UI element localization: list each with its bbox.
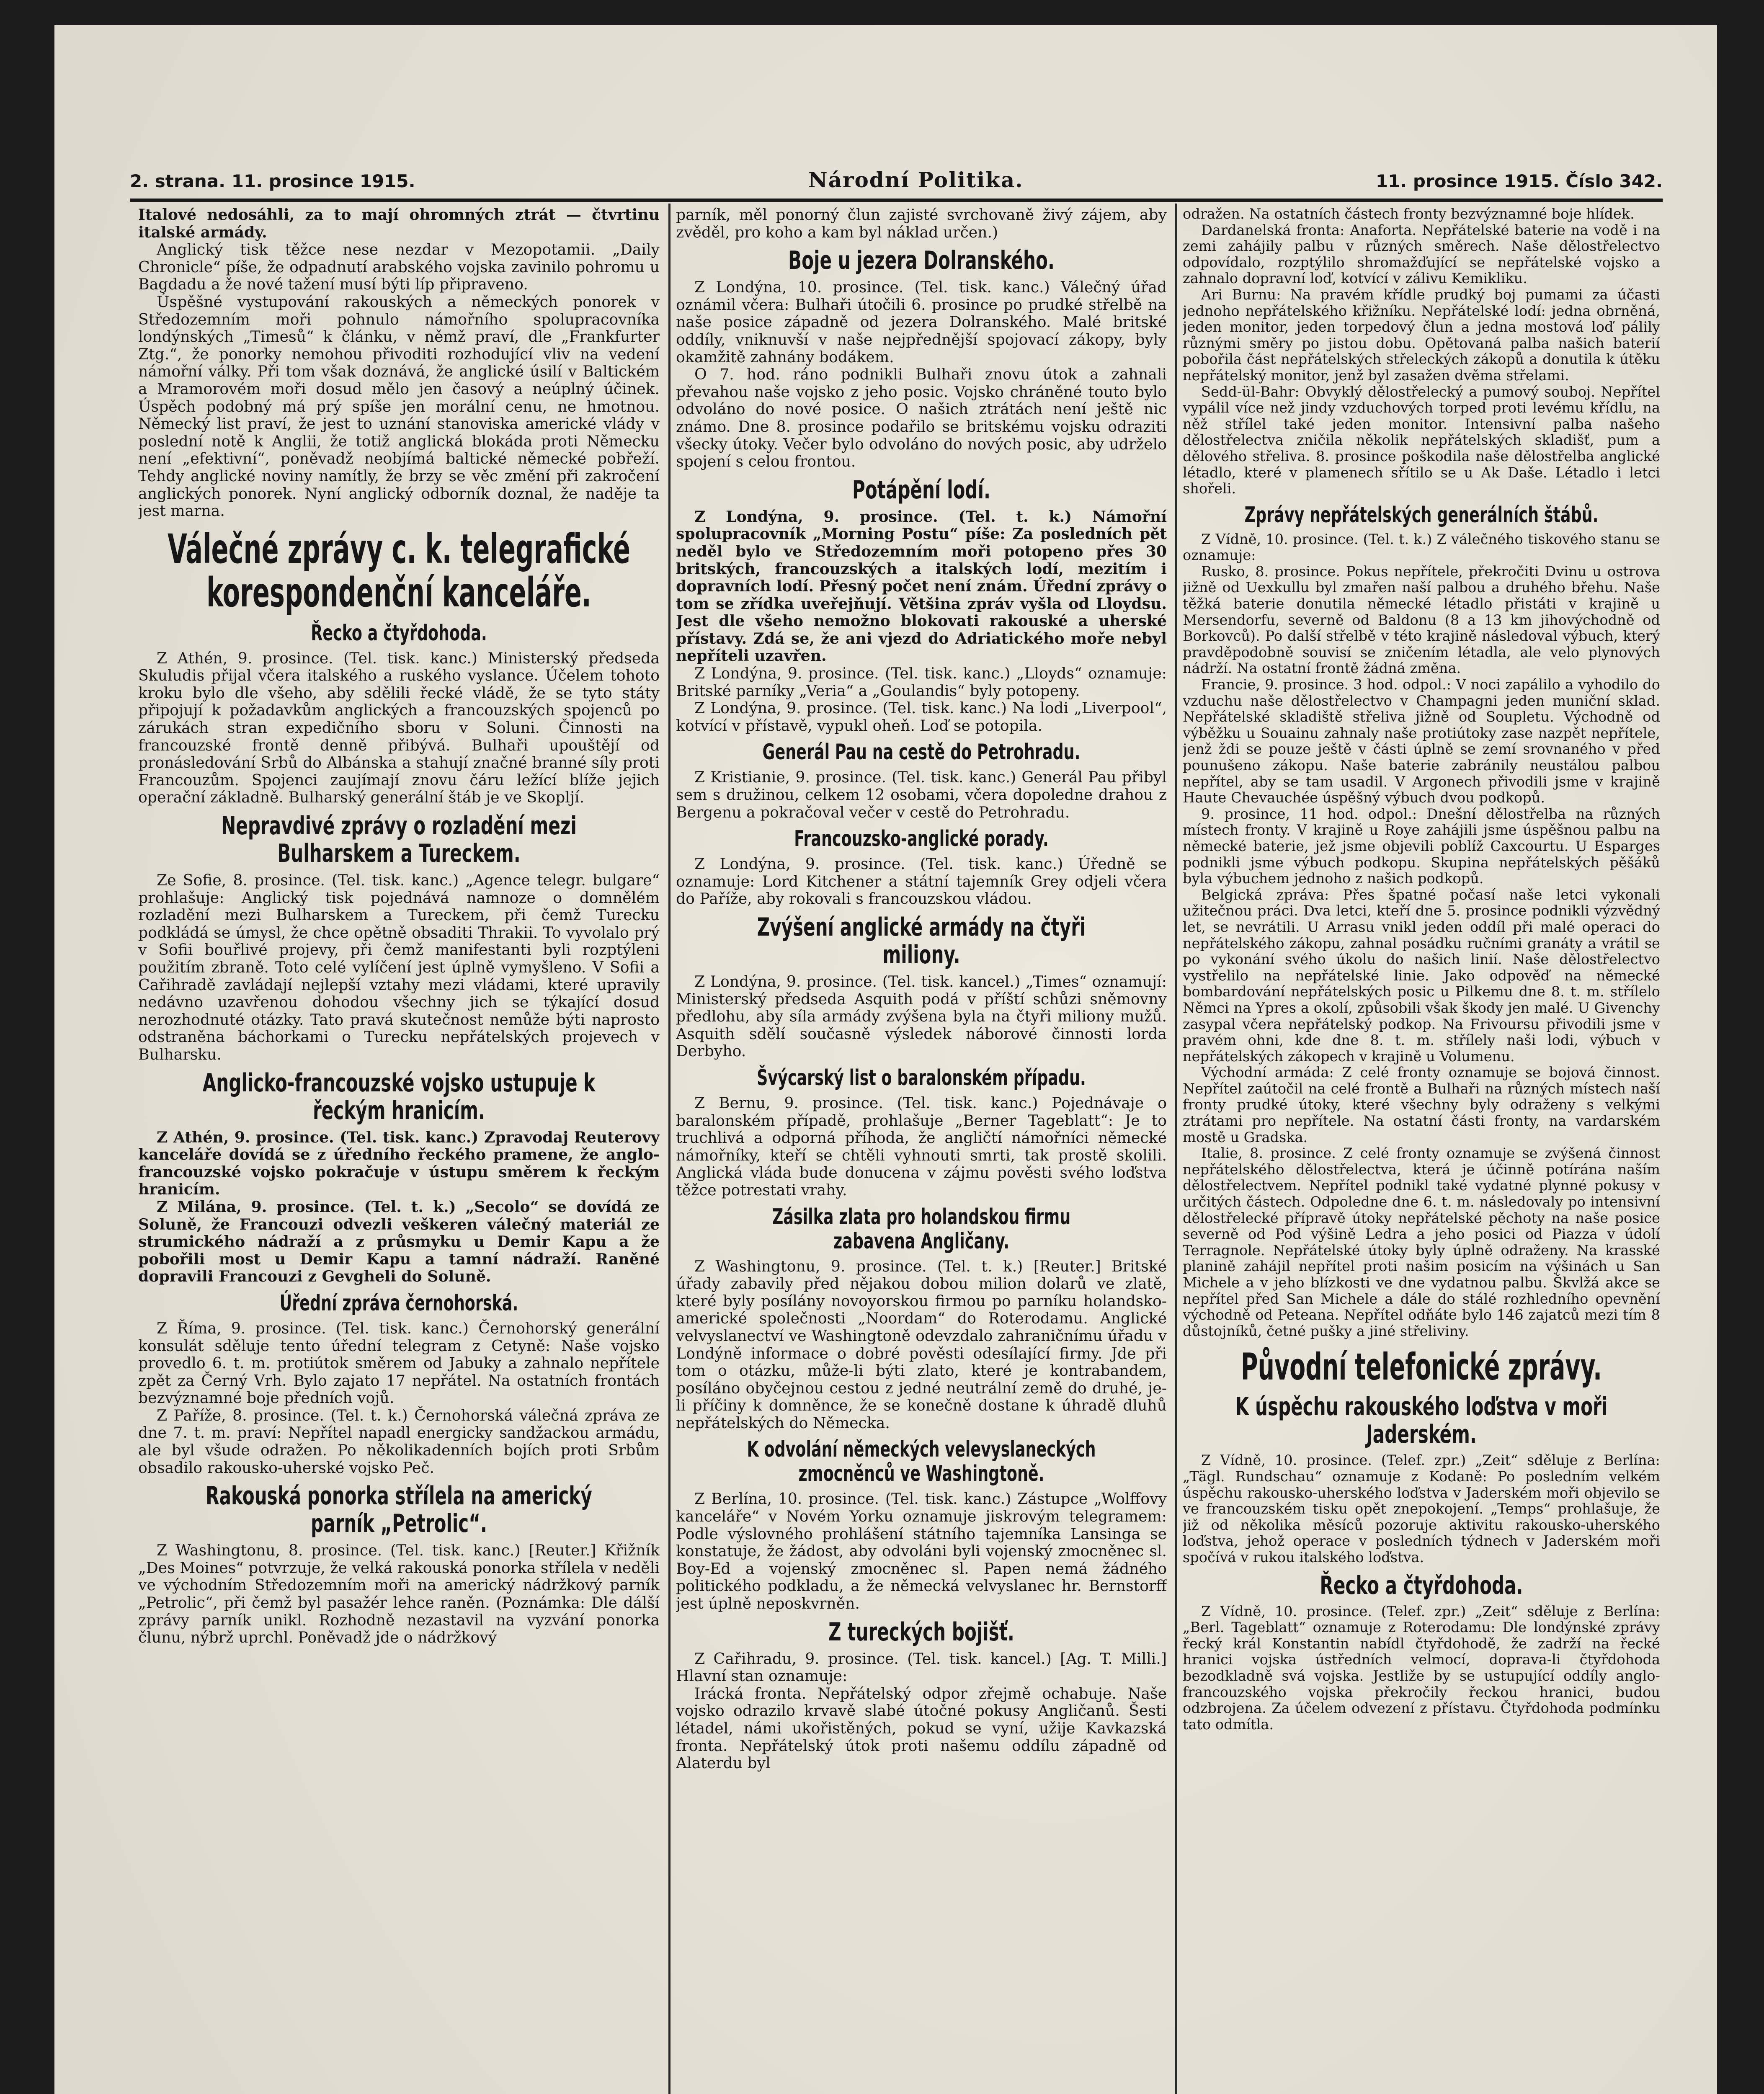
column-divider-2 (1175, 204, 1177, 2094)
article-headline: Zvýšení anglické armády na čtyři miliony. (757, 913, 1086, 970)
article-text: Východní armáda: Z celé fronty oznamuje se bojová činnost. Nepřítel zaútočil na celé frontě a Bulhaři na různých místech naší fronty prudké útoky, které všechny byly odraženy s velkými ztrátami pro nepřítele. Na ostatní části fronty, na vardarském mostě u Gradska. (1183, 1064, 1660, 1145)
article-text: Ari Burnu: Na pravém křídle prudký boj pumami za účasti jednoho nepřátelského křižníku. Nepřátelské lodí: jedna obrněná, jeden monitor, jeden torpedový člun a jedna mostová loď pálily různými směry po jistou dobu. Opětovaná palba našich baterií pobořila část nepřátelských střeleckých zákopů a donutila k útěku nepřátelský monitor, jenž byl zasažen dvěma střelami. (1183, 286, 1660, 384)
article-headline: Francouzsko-anglické porady. (794, 826, 1049, 852)
article-text: Z Athén, 9. prosince. (Tel. tisk. kanc.) Ministerský předseda Skuludis přijal včera italského a ruského vyslance. Účelem tohoto kroku bylo dle všeho, aby sdělili řecké vládě, že se tyto státy připojují k požadavkům anglických a francouzských spojenců po zárukách stran expedičního sboru v Soluni. Činnosti na francouzské frontě denně přibývá. Bulhaři upouštějí od pronásledování Srbů do Albánska a stahují značné branné síly proti Francouzům. Spojenci zaujímají znovu čáru ležící blíže jejich operační základně. Bulharský generální štáb je ve Skopljí. (138, 649, 660, 807)
article-text: Z Bernu, 9. prosince. (Tel. tisk. kanc.) Pojednávaje o baralonském případě, prohlašuje „Berner Tageblatt“: Je to truchlivá a odporná příhoda, že angličtí námořníci německé námořníky, kteří se chtěli vyhnouti smrti, tak prostě skolili. Anglická vláda bude donucena v zájmu pověsti svého loďstva těžce potrestati vrahy. (676, 1093, 1167, 1199)
article-text: odražen. Na ostatních částech fronty bezvýznamné boje hlídek. (1183, 206, 1635, 222)
article-text: Dardanelská fronta: Anaforta. Nepřátelské baterie na vodě i na zemi zahájily palbu v různých směrech. Naše dělostřelectvo odpovídalo, rozptýlilo shromažďující se nepřátelské vojsko a zahnalo dopravní loď, kotvící v zálivu Kemikliku. (1183, 222, 1660, 287)
article-text: Rusko, 8. prosince. Pokus nepřítele, překročiti Dvinu u ostrova jižně od Uexkullu byl zmařen naší palbou a druhého břehu. Naše těžká baterie donutila německé létadlo přistáti v krajině u Mersendorfu, severně od Baldonu (8 a 13 km jihovýchodně od Borkovců). Po další střelbě v této krajině následoval výbuch, který pravděpodobně souvisí se zničením létadla, ale velo plynových nádrží. Na ostatní frontě žádná změna. (1183, 563, 1660, 677)
column-1 (138, 206, 660, 2094)
article-text: Z Vídně, 10. prosince. (Telef. zpr.) „Zeit“ sděluje z Berlína: „Tägl. Rundschau“ oznamuje z Kodaně: Po posledním velkém úspěchu rakousko-uherského loďstva v Jaderském moři objevilo se ve francouzském tisku opět znepokojení. „Temps“ prohlašuje, že již od několika měsíců pozoruje aktivitu rakousko-uherského loďstva, jehož operace v posledních týdnech v Jaderském moři spočívá v rukou italského loďstva. (1183, 1452, 1660, 1565)
article-text: Irácká fronta. Nepřátelský odpor zřejmě ochabuje. Naše vojsko odrazilo krvavě slabé útočné pokusy Angličanů. Šesti létadel, námi ukořistěných, pokud se vyní, užije Kavkazská fronta. Nepřátelský útok proti našemu oddílu západně od Alaterdu byl (676, 1684, 1167, 1772)
article-text: Úspěšné vystupování rakouských a německých ponorek v Středozemním moři pohnulo námořního spolupracovníka londýnských „Timesů“ k článku, v němž praví, dle „Frankfurter Ztg.“, že ponorky nemohou přivoditi rozhodující vliv na vedení námořní války. Při tom však doznává, že anglické úsilí v Baltickém a Mramorovém moři dosud mělo jen časový a neúplný účinek. Úspěch podobný má prý spíše jen morální cenu, ne hmotnou. Německý list praví, že jest to uznání stanoviska americké vlády v poslední notě k Anglii, že totiž anglická blokáda proti Německu není „efektivní“, poněvadž neobjímá baltické německé pobřeží. Tehdy anglické noviny namítly, že brzy se věc změní při zakročení anglických ponorek. Nyní anglický odborník doznal, že naděje ta jest marna. (138, 292, 660, 520)
article-text: Z Athén, 9. prosince. (Tel. tisk. kanc.) Zpravodaj Reuterovy kanceláře dovídá se z úředního řeckého pramene, že anglo-francouzské vojsko pokračuje v ústupu směrem k řeckým hranicím. (138, 1128, 660, 1199)
article-text: Z Vídně, 10. prosince. (Tel. t. k.) Z válečného tiskového stanu se oznamuje: (1183, 531, 1660, 564)
article-headline: K odvolání německých velevyslaneckých zmocněnců ve Washingtoně. (747, 1437, 1096, 1487)
article-text: Z Londýna, 9. prosince. (Tel. t. k.) Námořní spolupracovník „Morning Postu“ píše: Za posledních pět neděl bylo ve Středozemním moři potopeno přes 30 britských, francouzských a italských lodí, mezitím i dopravních lodí. Přesný počet není znám. Úřední zprávy o tom se zřídka uveřejňují. Většina zpráv vyšla od Lloydsu. Jest dle všeho nemožno blokovati rakouské a uherské přístavy. Zdá se, že ani vjezd do Adriatického moře nebyl nepříteli uzavřen. (676, 507, 1167, 665)
header-rule (130, 199, 1663, 202)
article-text: Z Londýna, 9. prosince. (Tel. tisk. kancel.) „Times“ oznamují: Ministerský předseda Asquith podá v příští schůzi sněmovny předlohu, aby síla armády zvýšena byla na čtyři miliony mužů. Asquith sdělí současně výsledek náborové činnosti lorda Derbyho. (676, 972, 1167, 1060)
masthead-title: Národní Politika. (808, 168, 1024, 192)
article-headline: Z tureckých bojišť. (828, 1617, 1014, 1647)
article-headline: Švýcarský list o baralonském případu. (757, 1065, 1086, 1091)
article-text: Z Londýna, 9. prosince. (Tel. tisk. kanc.) Na lodi „Liverpool“, kotvící v přístavě, vypukl oheň. Loď se potopila. (676, 699, 1167, 735)
section-headline: Válečné zprávy c. k. telegrafické korespondenční kanceláře. (167, 525, 631, 616)
article-headline: Generál Pau na cestě do Petrohradu. (762, 740, 1081, 765)
article-text: Z Washingtonu, 8. prosince. (Tel. tisk. kanc.) [Reuter.] Křižník „Des Moines“ potvrzuje, že velká rakouská ponorka střílela v neděli ve východním Středozemním moři na americký nádržkový parník „Petrolic“, při čemž byl pasažér lehce raněn. (Poznámka: Dle dálší zprávy parník unikl. Rozhodně nezastavil na vyzvání ponorka člunu, nýbrž uprchl. Poněvadž jde o nádržkový (138, 1541, 660, 1647)
section-headline: Původní telefonické zprávy. (1240, 1345, 1602, 1389)
article-text: Ze Sofie, 8. prosince. (Tel. tisk. kanc.) „Agence telegr. bulgare“ prohlašuje: Anglický tisk pojednává namnoze o domnělém rozladění mezi Bulharskem a Tureckem, při čemž Turecku podkládá se úmysl, že chce opětně obsaditi Thrakii. To vyvolalo prý v Sofii bouřlivé projevy, při čemž manifestanti byli rozptýleni použitím zbraně. Toto celé vylíčení jest úplně vymyšleno. V Sofii a Cařihradě zavládají nejlepší vztahy mezi vládami, které upravily nedávno uzavřenou dohodou všechny jich se týkající dosud nerozhodnuté otázky. Tato pravá skutečnost nemůže býti naprosto odstraněna báchorkami o Turecku nepřátelských projevech v Bulharsku. (138, 871, 660, 1063)
article-headline: Potápění lodí. (852, 475, 990, 505)
article-text: Italové nedosáhli, za to mají ohromných ztrát — čtvrtinu italské armády. (138, 206, 660, 241)
article-headline: Nepravdivé zprávy o rozladění mezi Bulharskem a Tureckem. (221, 811, 577, 869)
article-text: Z Londýna, 10. prosince. (Tel. tisk. kanc.) Válečný úřad oznámil včera: Bulhaři útočili 6. prosince po prudké střelbě na naše posice západně od jezera Dolranského. Malé britské oddíly, vniknuvší v naše nejpřednější spojovací zákopy, byly okamžitě zahnány bodákem. (676, 278, 1167, 366)
header-date-left: 2. strana. 11. prosince 1915. (130, 171, 415, 191)
article-text: Z Říma, 9. prosince. (Tel. tisk. kanc.) Černohorský generální konsulát sděluje tento úřední telegram z Cetyně: Naše vojsko provedlo 6. t. m. protiútok směrem od Jabuky a zahnalo nepřítele zpět za Černý Vrh. Bylo zajato 17 nepřátel. Na ostatních frontách bezvýznamné boje předních vojů. (138, 1319, 660, 1407)
article-headline: Řecko a čtyřdohoda. (311, 620, 487, 646)
article-headline: Boje u jezera Dolranského. (788, 246, 1055, 276)
article-text: Z Vídně, 10. prosince. (Telef. zpr.) „Zeit“ sděluje z Berlína: „Berl. Tageblatt“ oznamuje z Roterodamu: Dle londýnské zprávy řecký král Konstantin nabídl čtyřdohodě, že zadrží na řecké hranici vojska ústředních velmocí, doprava-li čtyřdohoda bezodkladně svá vojska. Jestliže by se ustupující oddíly anglo-francouzského vojska překročily řeckou hranici, budou odzbrojena. Za účelem odvezení z přístavu. Čtyřdohoda podmínku tato odmítla. (1183, 1603, 1660, 1733)
column-3 (1183, 206, 1660, 2094)
article-text: 9. prosince, 11 hod. odpol.: Dnešní dělostřelba na různých místech fronty. V krajině u Roye zahájili jsme úspěšnou palbu na německé baterie, jež jsme objevili poblíž Caxcourtu. U Esparges podnikli jsme výbuch podkopu. Skupina nepřátelských pěšáků byla výbuchem jednoho z našich podkopů. (1183, 805, 1660, 887)
article-headline: Úřední zpráva černohorská. (279, 1290, 518, 1316)
article-text: Z Washingtonu, 9. prosince. (Tel. t. k.) [Reuter.] Britské úřady zabavily před nějakou dobou milion dolarů ve zlatě, které byly posílány novoyorskou firmou po parníku holandsko-americké společnosti „Noordam“ do Roterodamu. Anglické velvyslanectví ve Washingtoně odevzdalo zahraničnímu úřadu v Londýně informace o dobré pověsti odesílající firmy. Jde při tom o otázku, může-li býti zlato, které je kontrabandem, posíláno obyčejnou cestou z jedné neutrální země do druhé, je-li příčiny k domněnce, že se konečně dostane k úhradě dluhů nepřátelských do Německa. (676, 1257, 1167, 1432)
column-2 (676, 206, 1167, 2094)
article-text: Z Londýna, 9. prosince. (Tel. tisk. kanc.) „Lloyds“ oznamuje: Britské parníky „Veria“ a „Goulandis“ byly potopeny. (676, 664, 1167, 700)
article-headline: Anglicko-francouzské vojsko ustupuje k řeckým hranicím. (202, 1068, 596, 1125)
article-text: Francie, 9. prosince. 3 hod. odpol.: V noci zapálilo a vyhodilo do vzduchu naše dělostřelectvo v Champagni jeden muniční sklad. Nepřátelské skladiště střeliva jižně od Soupletu. Východně od výběžku u Souainu zahnaly naše protiútoky zase nazpět nepřítele, jenž ždi se pouze ještě v části úplně se zemí srovnaného v před pounušeno zákopu. Naše baterie zabránily neustálou palbou nepřítel, aby se tam usadil. V Argonech přivodili jsme v krajině Haute Chevauchée úspěšný výbuch dvou podkopů. (1183, 676, 1660, 806)
page-header (130, 168, 1663, 196)
article-headline: K úspěchu rakouského loďstva v moři Jaderském. (1235, 1392, 1608, 1449)
article-text: parník, měl ponorný člun zajisté svrchovaně živý zájem, aby zvěděl, pro koho a kam byl náklad určen.) (676, 206, 1167, 241)
article-headline: Rakouská ponorka střílela na americký parník „Petrolic“. (206, 1481, 592, 1539)
article-text: Z Paříže, 8. prosince. (Tel. t. k.) Černohorská válečná zpráva ze dne 7. t. m. praví: Nepřítel napadl energicky sandžackou armádu, ale byl všude odražen. Po několikadenních bojích proti Srbům obsadilo rakousko-uherské vojsko Peč. (138, 1406, 660, 1477)
article-text: Z Londýna, 9. prosince. (Tel. tisk. kanc.) Úředně se oznamuje: Lord Kitchener a státní tajemník Grey odjeli včera do Paříže, aby rokovali s francouzskou vládou. (676, 855, 1167, 908)
header-issue-right: 11. prosince 1915. Číslo 342. (1375, 171, 1663, 191)
column-divider-1 (668, 204, 671, 2094)
article-headline: Zásilka zlata pro holandskou firmu zabavena Angličany. (772, 1204, 1071, 1254)
article-text: Z Cařihradu, 9. prosince. (Tel. tisk. kancel.) [Ag. T. Milli.] Hlavní stan oznamuje: (676, 1649, 1167, 1685)
article-text: Z Milána, 9. prosince. (Tel. t. k.) „Secolo“ se dovídá ze Soluně, že Francouzi odvezli veškeren válečný materiál ze strumického nádraží a z průsmyku u Demir Kapu a že pobořili most u Demir Kapu a tamní nádraží. Raněné dopravili Francouzi z Gevgheli do Soluně. (138, 1197, 660, 1286)
article-text: O 7. hod. ráno podnikli Bulhaři znovu útok a zahnali převahou naše vojsko z jeho posic. Vojsko chráněné touto bylo odvoláno do nové posice. O našich ztrátách není ještě nic známo. Dne 8. prosince podařilo se britskému vojsku odraziti všecky útoky. Večer bylo odvoláno do nových posic, aby udrželo spojení s celou frontou. (676, 365, 1167, 471)
article-text: Sedd-ül-Bahr: Obvyklý dělostřelecký a pumový souboj. Nepřítel vypálil více než jindy vzduchových torped proti levému křídlu, na něž střílel také jeden monitor. Intensivní palba našeho dělostřelectva zničila několik nepřátelských skladišť, pum a dělového střeliva. 8. prosince poškodila naše dělostřelba anglické létadlo, které v plamenech sřítilo se u Ak Daše. Létadlo i letci shořeli. (1183, 383, 1660, 497)
article-text: Z Kristianie, 9. prosince. (Tel. tisk. kanc.) Generál Pau přibyl sem s družinou, celkem 12 osobami, včera dopoledne drahou z Bergenu a pokračoval večer v cestě do Petrohradu. (676, 768, 1167, 821)
article-headline: Zprávy nepřátelských generálních štábů. (1244, 502, 1599, 528)
article-headline: Řecko a čtyřdohoda. (1320, 1570, 1523, 1600)
article-text: Z Berlína, 10. prosince. (Tel. tisk. kanc.) Zástupce „Wolffovy kanceláře“ v Novém Yorku oznamuje jiskrovým telegramem: Podle výslovného prohlášení státního tajemníka Lansinga se konstatuje, že žádost, aby odvoláni byli vojenský zmocněnec sl. Boy-Ed a vojenský zmocněnec sl. Papen nemá žádného politického podkladu, a že německá velvyslanec hr. Bernstorff jest úplně neposkvrněn. (676, 1490, 1167, 1613)
article-text: Belgická zpráva: Přes špatné počasí naše letci vykonali užitečnou práci. Dva letci, kteří dne 5. prosince podnikli výzvědný let, se nevrátili. U Arrasu vnikl jeden oddíl při malé operaci do nepřátelského zákopu, zahnal posádku ručními granáty a vrátil se po vykonání svého úkolu do našich linií. Naše dělostřelectvo vystřelilo na nepřátelské linie. Jako odpověď na německé bombardování nepřátelských posic u Pilkemu dne 8. t. m. střílelo Němci na Ypres a okolí, způsobili však škody jen malé. U Givenchy zasypal včera nepřátelský podkop. Na Frivoursu přivodili jsme v pravém ohni, kde dne 8. t. m. střílely naši lodi, výbuch v nepřátelských zákopech v krajině u Volumenu. (1183, 886, 1660, 1065)
article-text: Italie, 8. prosince. Z celé fronty oznamuje se zvýšená činnost nepřátelského dělostřelectva, která je účinně potírána naším dělostřelectvem. Nepřítel podnikl také vydatné plynné pokusy v určitých částech. Odpoledne dne 6. t. m. následovaly po intensivní dělostřelecké přípravě útoky nepřátelské pěchoty na naše posice severně od Pod výšině Ledra a jeho posici od Piazza v údolí Terragnole. Nepřátelské útoky byly úplně odraženy. Na krasské planině zahájil nepřítel proti našim posicím na výšinách u San Michele a v jeho blízkosti ve dne vydatnou palbu. Škvlžá akce se nepřítel před San Michele a dále do stálé rozhledního opevnění východně od Peteana. Nepřítel odňáte bylo 146 zajatců mezi tím 8 důstojníků, četné pušky a jiné střeliviny. (1183, 1145, 1660, 1339)
article-text: Anglický tisk těžce nese nezdar v Mezopotamii. „Daily Chronicle“ píše, že odpadnutí arabského vojska zavinilo pohromu u Bagdadu a že nové tažení musí býti líp připraveno. (138, 240, 660, 294)
